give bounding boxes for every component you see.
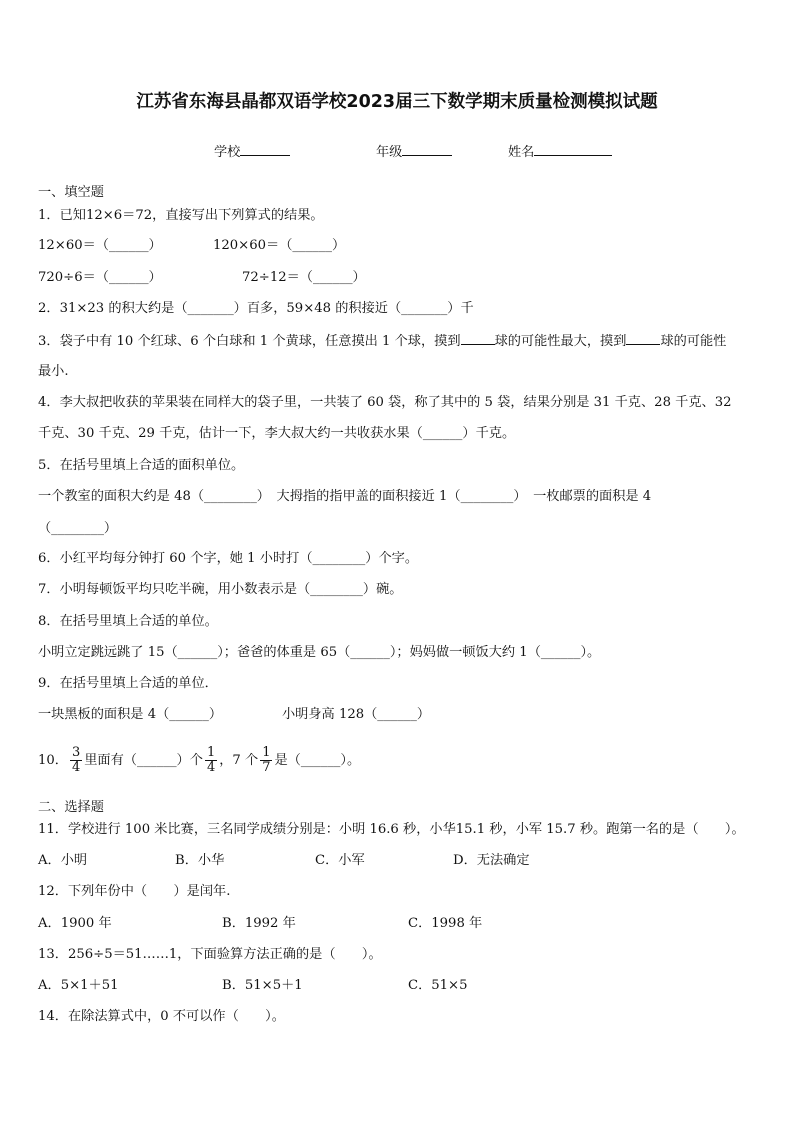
q13-text: 13．256÷5＝51……1，下面验算方法正确的是（ ）。 <box>38 947 382 962</box>
fraction-1-4 <box>205 746 217 775</box>
q10-label: 10． <box>38 753 68 768</box>
q5-text: 5．在括号里填上合适的面积单位。 <box>38 458 245 473</box>
q10-t1: 里面有（______）个 <box>84 753 203 768</box>
q9-text: 9．在括号里填上合适的单位． <box>38 676 218 691</box>
q5-line2: （________） <box>38 521 118 536</box>
q1-d: 72÷12＝（______） <box>242 270 366 285</box>
section-fill-in: 一、填空题 <box>38 185 104 200</box>
page-title: 江苏省东海县晶都双语学校2023届三下数学期末质量检测模拟试题 <box>136 92 658 112</box>
q14-text: 14．在除法算式中，0 不可以作（ ）。 <box>38 1009 285 1024</box>
q1-c: 720÷6＝（______） <box>38 270 162 285</box>
q8-text: 8．在括号里填上合适的单位。 <box>38 614 218 629</box>
q8-line1: 小明立定跳远跳了 15（______）；爸爸的体重是 65（______）；妈妈做一顿饭大约 1（______）。 <box>38 645 601 660</box>
q11-text: 11．学校进行 100 米比赛，三名同学成绩分别是：小明 16.6 秒，小华15.1 秒，小军 15.7 秒。跑第一名的是（ ）。 <box>38 822 745 837</box>
q5-line1: 一个教室的面积大约是 48（________） 大拇指的指甲盖的面积接近 1（________） 一枚邮票的面积是 4 <box>38 489 652 504</box>
q9-a: 一块黑板的面积是 4（______） <box>38 707 223 722</box>
q9-b: 小明身高 128（______） <box>282 707 431 722</box>
section-choice: 二、选择题 <box>38 800 104 815</box>
q13-option-a: A．5×1＋51 <box>38 978 119 993</box>
q1-text: 1．已知12×6＝72，直接写出下列算式的结果。 <box>38 208 324 223</box>
q12-option-c: C．1998 年 <box>408 916 483 931</box>
fraction-numerator: 3 <box>71 745 81 760</box>
q12-option-a: A．1900 年 <box>38 916 112 931</box>
q3-line1 <box>38 331 726 351</box>
q3-part2: 球的可能性最大，摸到 <box>494 334 627 349</box>
fraction-numerator: 1 <box>262 745 271 760</box>
name-label: 姓名 <box>508 145 535 160</box>
q4-line2: 千克、30 千克、29 千克，估计一下，李大叔大约一共收获水果（______）千克。 <box>38 426 516 441</box>
q10-t2: ，7 个 <box>219 753 259 768</box>
grade-label: 年级 <box>376 145 403 160</box>
q3-blank2 <box>626 331 660 345</box>
q12-option-b: B．1992 年 <box>222 916 296 931</box>
school-label: 学校 <box>214 145 241 160</box>
q3-part3: 球的可能性 <box>660 334 727 349</box>
q3-blank1 <box>461 331 495 345</box>
q10-line <box>38 743 360 779</box>
q7-text: 7．小明每顿饭平均只吃半碗，用小数表示是（________）碗。 <box>38 582 403 597</box>
grade-field <box>376 141 452 160</box>
q3-line2: 最小. <box>38 364 69 379</box>
q2-text: 2．31×23 的积大约是（_______）百多，59×48 的积接近（_______）千 <box>38 301 474 316</box>
q1-a: 12×60＝（______） <box>38 238 162 253</box>
q13-option-b: B．51×5＋1 <box>222 978 303 993</box>
q13-option-c: C．51×5 <box>408 978 468 993</box>
q11-option-a: A．小明 <box>38 853 88 868</box>
fraction-denominator: 4 <box>206 760 216 775</box>
q11-option-d: D．无法确定 <box>453 853 530 868</box>
q10-t3: 是（______）。 <box>274 753 361 768</box>
q1-b: 120×60＝（______） <box>213 238 346 253</box>
fraction-numerator: 1 <box>206 745 216 760</box>
school-field <box>214 141 290 160</box>
name-blank <box>534 142 612 156</box>
school-blank <box>240 142 290 156</box>
fraction-denominator: 4 <box>71 760 81 775</box>
q11-option-b: B．小华 <box>175 853 225 868</box>
fraction-1-7 <box>260 746 272 775</box>
q6-text: 6．小红平均每分钟打 60 个字，她 1 小时打（________）个字。 <box>38 551 419 566</box>
q12-text: 12．下列年份中（ ）是闰年. <box>38 884 231 899</box>
q3-part1: 3．袋子中有 10 个红球、6 个白球和 1 个黄球，任意摸出 1 个球，摸到 <box>38 334 461 349</box>
fraction-denominator: 7 <box>262 760 271 775</box>
q4-line1: 4．李大叔把收获的苹果装在同样大的袋子里，一共装了 60 袋，称了其中的 5 袋，结果分别是 31 千克、28 千克、32 <box>38 395 732 410</box>
q11-option-c: C．小军 <box>315 853 365 868</box>
fraction-3-4 <box>70 746 82 775</box>
grade-blank <box>402 142 452 156</box>
name-field <box>508 141 612 160</box>
